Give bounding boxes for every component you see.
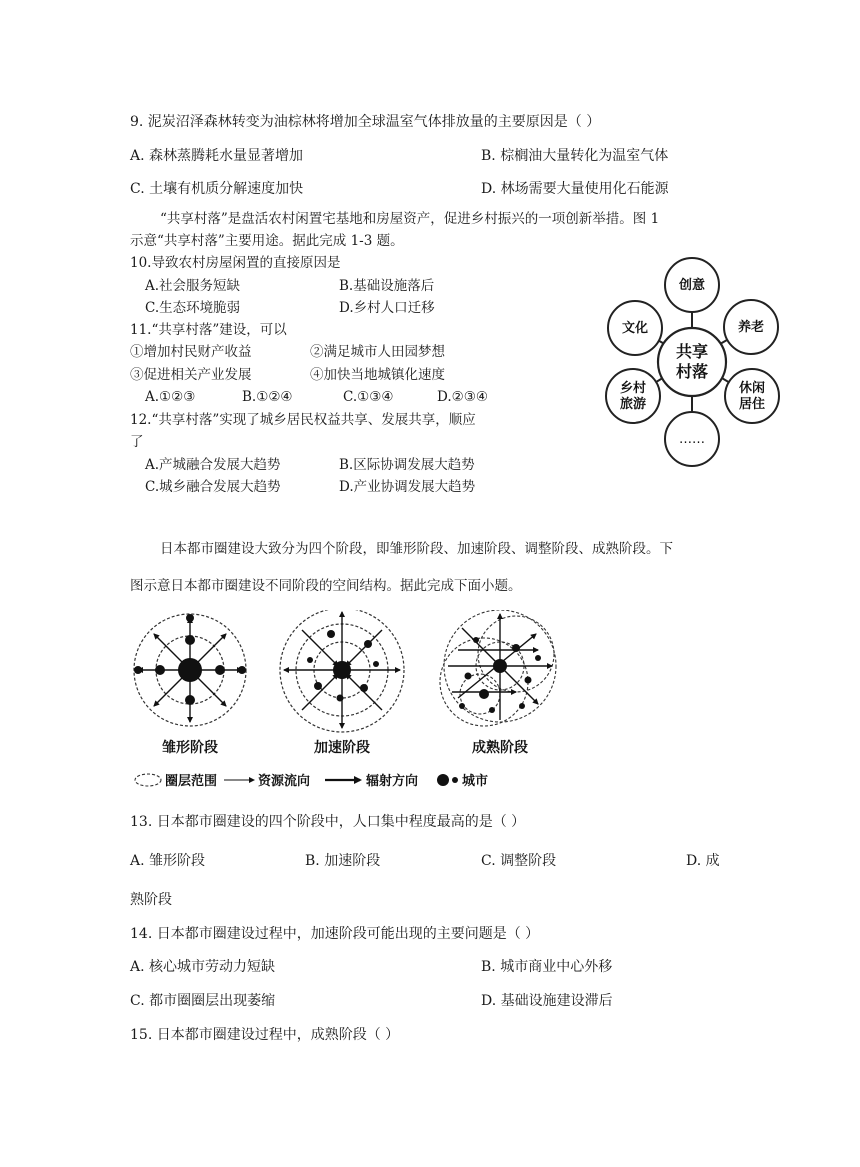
q14-option-c: C. 都市圈圈层出现萎缩: [130, 993, 276, 1009]
metro-stages-diagram: [128, 610, 568, 795]
legend-city-label: 城市: [462, 774, 489, 789]
legend-range-label: 圈层范围: [165, 774, 218, 789]
q9-option-b: B. 棕榈油大量转化为温室气体: [481, 148, 669, 164]
node-left-bottom-label-2: 旅游: [619, 397, 647, 412]
node-right-label: 养老: [737, 320, 765, 335]
node-top-label: 创意: [678, 278, 706, 293]
node-right-bottom-label-1: 休闲: [738, 381, 766, 396]
q13-option-c: C. 调整阶段: [481, 853, 557, 869]
stage1-label: 雏形阶段: [162, 740, 218, 756]
q10-option-a: A.社会服务短缺: [145, 278, 241, 294]
node-left-bottom: [606, 369, 660, 423]
q12-stem-line2: 了: [130, 434, 144, 450]
q13-stem: 13. 日本都市圈建设的四个阶段中，人口集中程度最高的是（ ）: [130, 814, 526, 830]
q9-stem: 9. 泥炭沼泽森林转变为油棕林将增加全球温室气体排放量的主要原因是（ ）: [130, 114, 601, 130]
intro1-line1: “共享村落”是盘活农村闲置宅基地和房屋资产，促进乡村振兴的一项创新举措。图 1: [160, 211, 660, 227]
q11-option-c: C.①③④: [343, 389, 394, 405]
node-bottom-label: ……: [679, 432, 705, 447]
shared-village-diagram: [585, 250, 785, 470]
intro2-line1: 日本都市圈建设大致分为四个阶段，即雏形阶段、加速阶段、调整阶段、成熟阶段。下: [160, 541, 673, 557]
q14-option-d: D. 基础设施建设滞后: [481, 993, 613, 1009]
center-label-2: 村落: [675, 362, 709, 381]
stage3-figure: [440, 610, 556, 726]
q12-option-d: D.产业协调发展大趋势: [339, 479, 476, 495]
stage1-figure: [134, 614, 246, 726]
q11-option-b: B.①②④: [242, 389, 293, 405]
legend-flow-label: 资源流向: [258, 774, 311, 789]
q9-option-a: A. 森林蒸腾耗水量显著增加: [130, 148, 304, 164]
node-left-bottom-label-1: 乡村: [619, 381, 647, 396]
stage3-label: 成熟阶段: [472, 740, 528, 756]
q11-statement-4: ④加快当地城镇化速度: [310, 367, 445, 383]
q9-option-d: D. 林场需要大量使用化石能源: [481, 181, 669, 197]
q10-option-c: C.生态环境脆弱: [145, 300, 241, 316]
q10-option-b: B.基础设施落后: [339, 278, 435, 294]
legend: [135, 773, 488, 789]
intro2-line2: 图示意日本都市圈建设不同阶段的空间结构。据此完成下面小题。: [130, 578, 522, 594]
q12-option-b: B.区际协调发展大趋势: [339, 457, 475, 473]
q11-option-d: D.②③④: [437, 389, 488, 405]
q13-option-d-line1: D. 成: [686, 853, 720, 869]
q12-stem-line1: 12.“共享村落”实现了城乡居民权益共享、发展共享，顺应: [130, 412, 476, 428]
intro1-line2: 示意“共享村落”主要用途。据此完成 1-3 题。: [130, 233, 404, 249]
stage3-ring-3: [478, 616, 554, 692]
stage2-figure: [280, 610, 404, 732]
q11-statement-2: ②满足城市人田园梦想: [310, 344, 445, 360]
q11-statement-3: ③促进相关产业发展: [130, 367, 252, 383]
q9-option-c: C. 土壤有机质分解速度加快: [130, 181, 304, 197]
q13-option-d-line2: 熟阶段: [130, 892, 172, 908]
node-right-bottom-label-2: 居住: [738, 397, 766, 412]
q11-option-a: A.①②③: [145, 389, 196, 405]
q14-option-a: A. 核心城市劳动力短缺: [130, 959, 276, 975]
legend-radiate-label: 辐射方向: [366, 774, 419, 789]
stage2-label: 加速阶段: [314, 740, 370, 756]
q11-statement-1: ①增加村民财产收益: [130, 344, 252, 360]
q10-option-d: D.乡村人口迁移: [339, 300, 435, 316]
q13-option-b: B. 加速阶段: [305, 853, 381, 869]
q14-stem: 14. 日本都市圈建设过程中，加速阶段可能出现的主要问题是（ ）: [130, 926, 540, 942]
center-label-1: 共享: [675, 342, 709, 361]
q11-stem: 11.“共享村落”建设，可以: [130, 322, 287, 338]
q12-option-a: A.产城融合发展大趋势: [145, 457, 281, 473]
q14-option-b: B. 城市商业中心外移: [481, 959, 613, 975]
q15-stem: 15. 日本都市圈建设过程中，成熟阶段（ ）: [130, 1027, 400, 1043]
node-left-label: 文化: [621, 321, 649, 336]
legend-city-small: [452, 777, 458, 783]
node-right-bottom: [725, 369, 779, 423]
legend-city-large: [437, 774, 449, 786]
q12-option-c: C.城乡融合发展大趋势: [145, 479, 281, 495]
q13-option-a: A. 雏形阶段: [130, 853, 206, 869]
q10-stem: 10.导致农村房屋闲置的直接原因是: [130, 255, 341, 271]
legend-range-swatch: [135, 774, 161, 786]
